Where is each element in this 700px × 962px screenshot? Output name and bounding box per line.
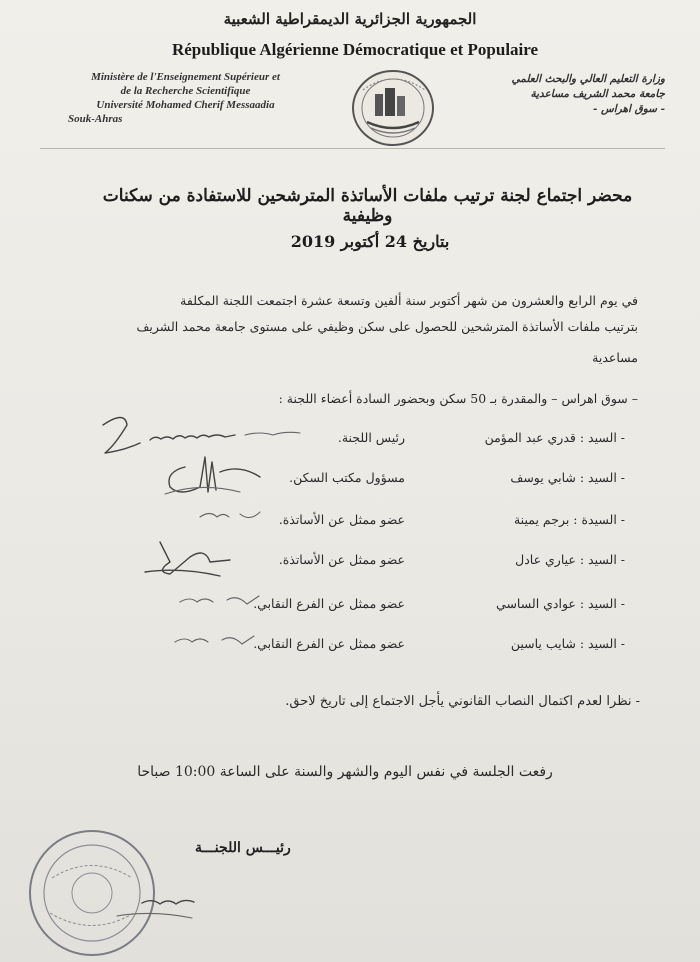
- intro-line-1: في يوم الرابع والعشرون من شهر أكتوبر سنة ألفين وتسعة عشرة اجتمعت اللجنة المكلفة: [180, 293, 638, 308]
- member-name-2: - السيد : شابي يوسف: [510, 470, 625, 485]
- member-role-5: عضو ممثل عن الفرع النقابي.: [253, 596, 405, 611]
- right-line-ministry: وزارة التعليم العالي والبحث العلمي: [511, 73, 665, 85]
- university-seal-icon: [345, 68, 445, 148]
- header-french-republic: République Algérienne Démocratique et Populaire: [171, 40, 539, 59]
- document-title: محضر اجتماع لجنة ترتيب ملفات الأساتذة المترشحين للاستفادة من سكنات وظيفية: [102, 186, 633, 226]
- member-role-1: رئيس اللجنة.: [337, 430, 405, 445]
- member-name-5: - السيد : عوادي الساسي: [496, 596, 625, 611]
- closing-line: رفعت الجلسة في نفس اليوم والشهر والسنة على الساعة 10:00 صباحا: [137, 764, 553, 780]
- left-line-research: de la Recherche Scientifique: [120, 85, 251, 97]
- member-name-4: - السيد : عياري عادل: [515, 552, 625, 567]
- header-right-institution: [450, 72, 665, 117]
- official-round-stamp-icon: [22, 818, 202, 958]
- signature-member-3: [195, 502, 265, 528]
- signature-member-5: [175, 586, 265, 612]
- signature-member-6: [170, 626, 260, 652]
- intro-line-2: بترتيب ملفات الأساتذة المترشحين للحصول على سكن وظيفي على مستوى جامعة محمد الشريف: [136, 319, 638, 334]
- member-name-3: - السيدة : برجم يمينة: [513, 512, 625, 527]
- member-name-6: - السيد : شايب ياسين: [510, 636, 625, 651]
- member-role-3: عضو ممثل عن الأساتذة.: [278, 512, 405, 527]
- right-line-city: - سوق اهراس -: [592, 103, 665, 115]
- left-line-city: Souk-Ahras: [68, 113, 123, 125]
- header-arabic-republic: الجمهورية الجزائرية الديمقراطية الشعبية: [223, 10, 477, 28]
- president-signature-label: رئيـــس اللجنـــة: [195, 840, 291, 856]
- member-role-2: مسؤول مكتب السكن.: [289, 470, 405, 485]
- header-divider: [40, 148, 665, 149]
- intro-line-3: مساعدية: [592, 350, 638, 365]
- attendance-line: – سوق اهراس – والمقدرة بـ 50 سكن وبحضور السادة أعضاء اللجنة :: [278, 391, 638, 406]
- header-left-institution: [68, 70, 303, 126]
- left-line-ministry: Ministère de l'Enseignement Supérieur et: [91, 71, 280, 83]
- left-line-university: Université Mohamed Cherif Messaadia: [96, 99, 275, 111]
- signature-member-4: [140, 532, 240, 582]
- right-line-university: جامعة محمد الشريف مساعدية: [530, 88, 665, 100]
- quorum-note: - نظرا لعدم اكتمال النصاب القانوني يأجل الاجتماع إلى تاريخ لاحق.: [285, 694, 640, 709]
- signature-housing-officer: [160, 452, 270, 502]
- member-role-6: عضو ممثل عن الفرع النقابي.: [253, 636, 405, 651]
- member-role-4: عضو ممثل عن الأساتذة.: [278, 552, 405, 567]
- document-date: بتاريخ 24 أكتوبر 2019: [290, 232, 450, 251]
- member-name-1: - السيد : قدري عبد المؤمن: [484, 430, 625, 445]
